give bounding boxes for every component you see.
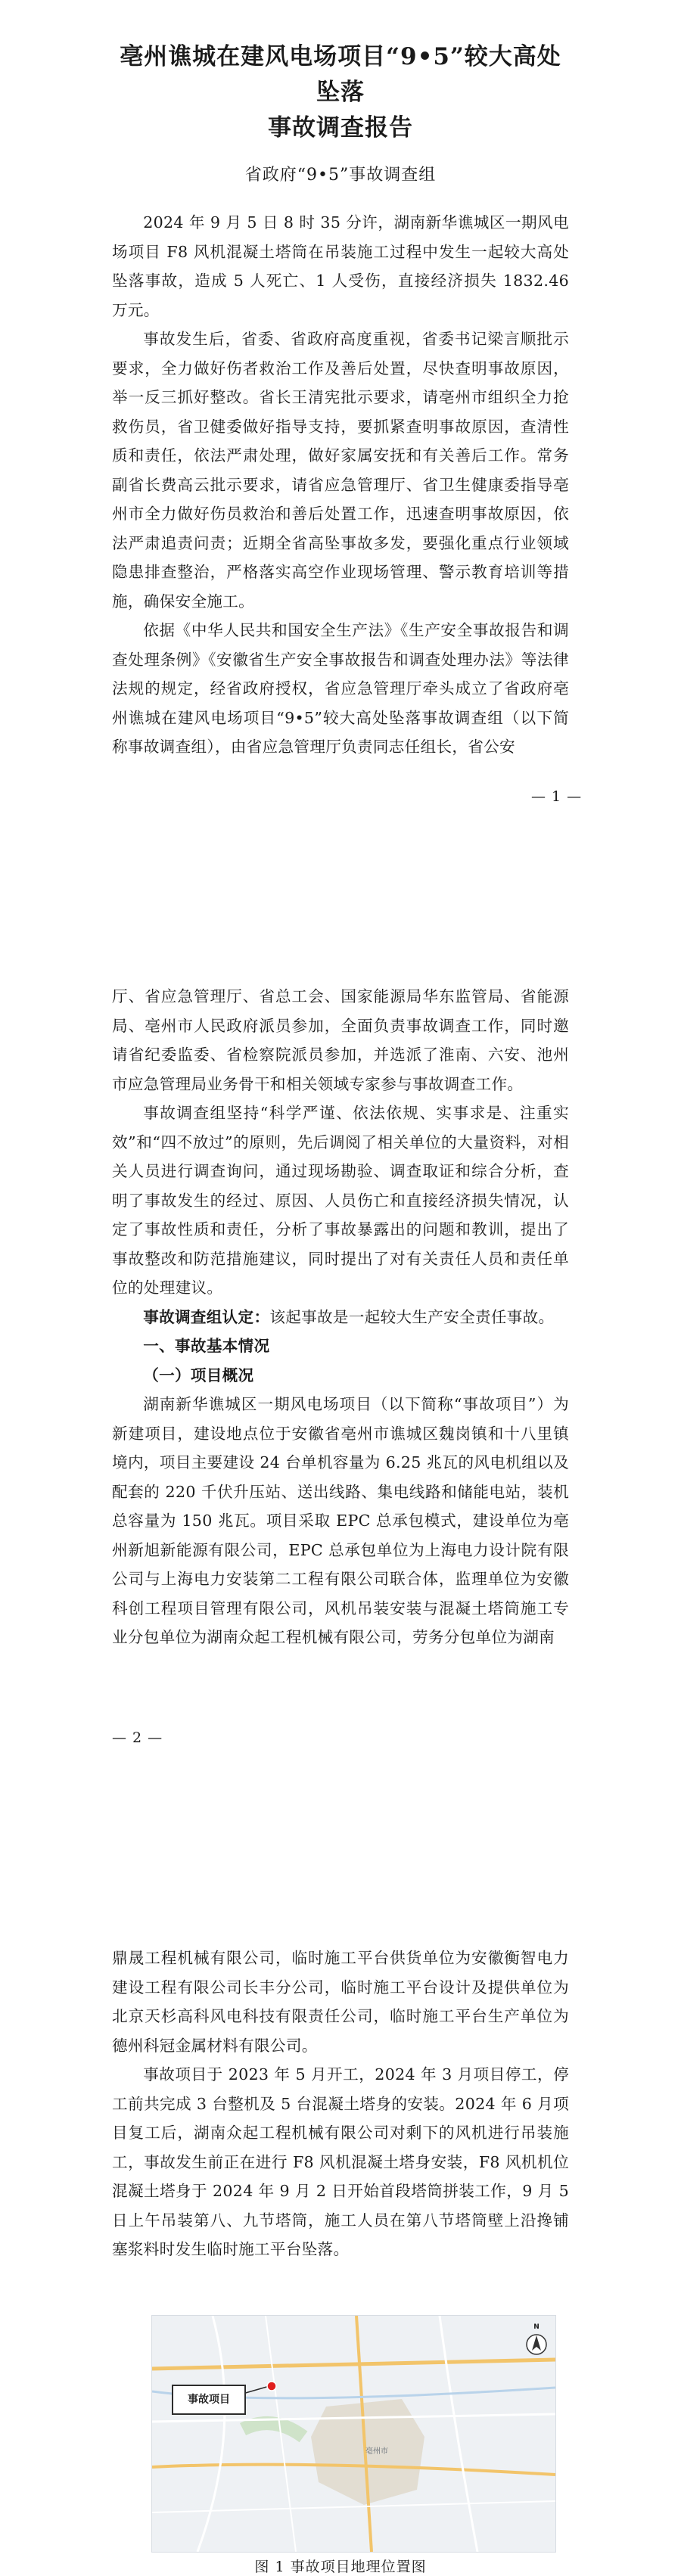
page-number: — 1 — [531, 788, 583, 805]
paragraph: 湖南新华谯城区一期风电场项目（以下简称“事故项目”）为新建项目，建设地点位于安徽省亳州市谯城区魏岗镇和十八里镇境内，项目主要建设 24 台单机容量为 6.25 兆瓦的风电机组以及配套的 220 千伏升压站、送出线路、集电线路和储能电站，装机总容量为 150 兆瓦。项目采取 EPC 总承包模式，建设单位为亳州新旭新能源有限公司，EPC 总承包单位为上海电力设计院有限公司与上海电力安装第二工程有限公司联合体，监理单位为安徽科创工程项目管理有限公司，风机吊装安装与混凝土塔筒施工专业分包单位为湖南众起工程机械有限公司，劳务分包单位为湖南 [112, 1395, 569, 1646]
paragraph: 厅、省应急管理厅、省总工会、国家能源局华东监管局、省能源局、亳州市人民政府派员参加，全面负责事故调查工作，同时邀请省纪委监委、省检察院派员参加，并选派了淮南、六安、池州市应急管理局业务骨干和相关领域专家参与事故调查工作。 [112, 987, 569, 1093]
report-author: 省政府“9•5”事故调查组 [244, 166, 437, 185]
finding-label: 事故调查组认定： [143, 1307, 270, 1326]
north-arrow-icon [525, 2323, 548, 2366]
figure-caption: 图 1 事故项目地理位置图 [254, 2559, 427, 2575]
map-graphic [152, 2316, 555, 2552]
location-map [151, 2315, 556, 2553]
page-1 [0, 0, 681, 816]
north-label: N [533, 2323, 540, 2331]
finding-text: 该起事故是一起较大生产安全责任事故。 [269, 1307, 555, 1326]
report-title [112, 39, 569, 146]
page-3-content [112, 1944, 569, 2264]
page-number: — 2 — [112, 1729, 163, 1746]
page-1-content [112, 39, 569, 762]
paragraph: 2024 年 9 月 5 日 8 时 35 分许，湖南新华谯城区一期风电场项目 F8 风机混凝土塔筒在吊装施工过程中发生一起较大高处坠落事故，造成 5 人死亡、1 人受伤，直接经济损失 1832.46 万元。 [112, 213, 569, 319]
section-heading: 一、事故基本情况 [143, 1337, 270, 1355]
accident-project-callout: 事故项目 [172, 2385, 246, 2415]
finding-paragraph [112, 1303, 569, 1332]
paragraph: 依据《中华人民共和国安全生产法》《生产安全事故报告和调查处理条例》《安徽省生产安全事故报告和调查处理办法》等法律法规的规定，经省政府授权，省应急管理厅牵头成立了省政府亳州谯城在建风电场项目“9•5”较大高处坠落事故调查组（以下简称事故调查组），由省应急管理厅负责同志任组长，省公安 [112, 621, 569, 756]
paragraph: 事故项目于 2023 年 5 月开工，2024 年 3 月项目停工，停工前共完成 3 台整机及 5 台混凝土塔身的安装。2024 年 6 月项目复工后，湖南众起工程机械有限公司对剩下的风机进行吊装施工，事故发生前正在进行 F8 风机混凝土塔身安装，F8 风机机位混凝土塔身于 2024 年 9 月 2 日开始首段塔筒拼装工作，9 月 5 日上午吊装第八、九节塔筒，施工人员在第八节塔筒壁上沿搀铺塞浆料时发生临时施工平台坠落。 [112, 2065, 569, 2258]
map-place-label: 亳州市 [365, 2447, 388, 2456]
report-title-line-1: 亳州谯城在建风电场项目“9•5”较大高处坠落 [120, 43, 561, 106]
paragraph: 事故发生后，省委、省政府高度重视，省委书记梁言顺批示要求，全力做好伤者救治工作及善后处置，尽快查明事故原因，举一反三抓好整改。省长王清宪批示要求，请亳州市组织全力抢救伤员，省卫健委做好指导支持，要抓紧查明事故原因，查清性质和责任，依法严肃处理，做好家属安抚和有关善后工作。常务副省长费高云批示要求，请省应急管理厅、省卫生健康委指导亳州市全力做好伤员救治和善后处置工作，迅速查明事故原因，依法严肃追责问责；近期全省高坠事故多发，要强化重点行业领域隐患排查整治，严格落实高空作业现场管理、警示教育培训等措施，确保安全施工。 [112, 330, 569, 611]
paragraph: 鼎晟工程机械有限公司，临时施工平台供货单位为安徽衡智电力建设工程有限公司长丰分公司，临时施工平台设计及提供单位为北京天杉高科风电科技有限责任公司，临时施工平台生产单位为德州科冠金属材料有限公司。 [112, 1949, 569, 2055]
report-title-line-2: 事故调查报告 [268, 114, 413, 141]
accident-location-marker [267, 2382, 276, 2391]
subsection-heading: （一）项目概况 [143, 1366, 254, 1384]
page-2-content [112, 982, 569, 1652]
page-2 [0, 968, 681, 1770]
paragraph: 事故调查组坚持“科学严谨、依法依规、实事求是、注重实效”和“四不放过”的原则，先后调阅了相关单位的大量资料，对相关人员进行调查询问，通过现场勘验、调查取证和综合分析，查明了事故发生的经过、原因、人员伤亡和直接经济损失情况，认定了事故性质和责任，分析了事故暴露出的问题和教训，提出了事故整改和防范措施建议，同时提出了对有关责任人员和责任单位的处理建议。 [112, 1104, 569, 1297]
